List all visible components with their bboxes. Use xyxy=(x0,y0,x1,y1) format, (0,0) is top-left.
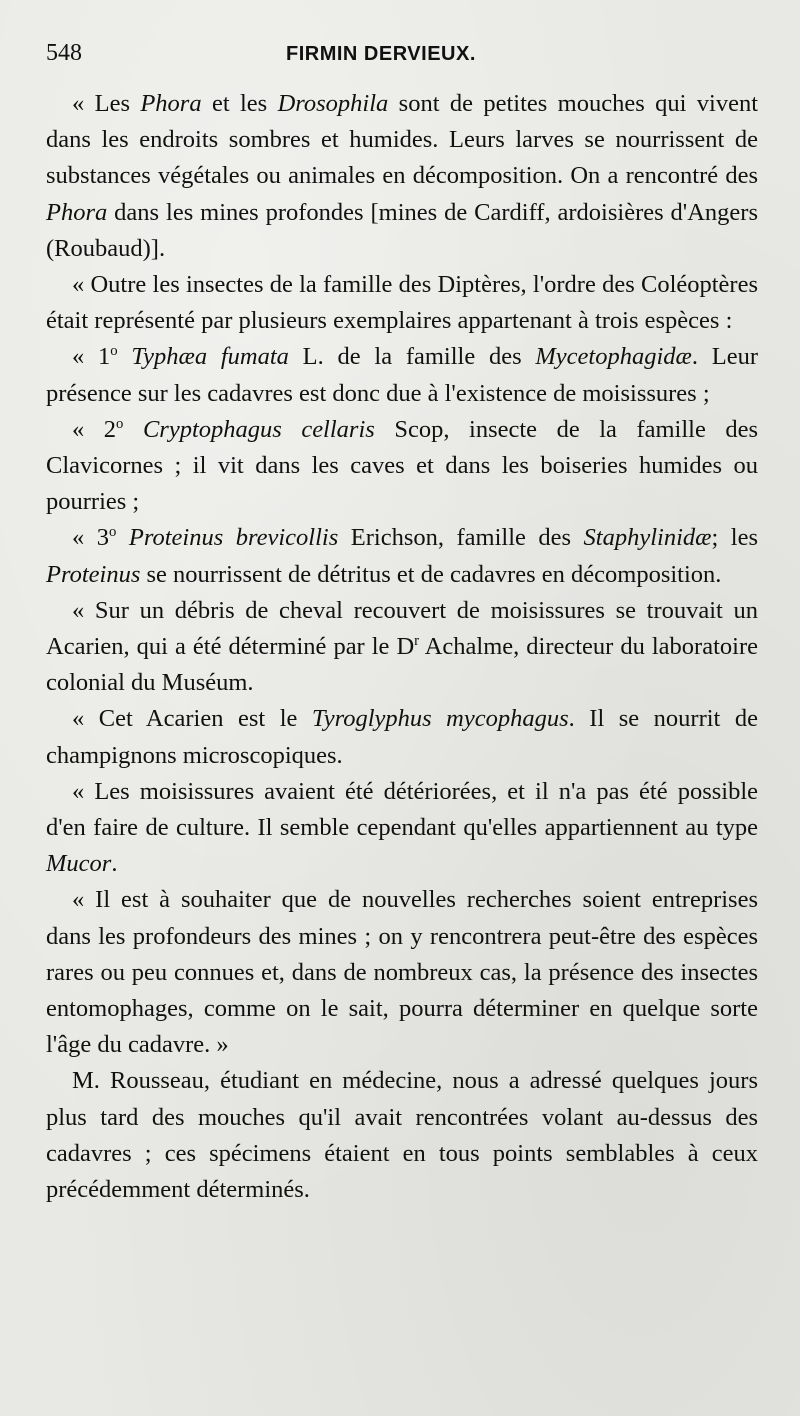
italic-text: Proteinus brevicollis xyxy=(128,524,339,552)
body-text xyxy=(46,86,758,1208)
text-run: « Les xyxy=(72,90,141,117)
italic-text: Typhæa fumata xyxy=(131,343,289,371)
text-run xyxy=(118,343,132,370)
text-run: « 3 xyxy=(72,524,110,552)
paragraph xyxy=(46,267,758,339)
paragraph xyxy=(46,701,758,773)
text-run: L. de la famille des xyxy=(288,343,536,371)
italic-text: Staphylinidæ xyxy=(583,524,712,552)
text-run: Erichson, famille des xyxy=(338,524,584,552)
text-run: « Il est à souhaiter que de nouvelles recherches soient entreprises dans les profondeurs des mines ; on y rencontrera peut-être des espèces rares ou peu connues et, dans de nombreux cas, la présence des insectes entomophages, comme on le sait, pourra déterminer en quelque sorte l'âge du cadavre. » xyxy=(46,886,758,1059)
italic-text: Proteinus xyxy=(46,560,141,588)
italic-text: Mucor xyxy=(46,850,112,878)
page-number: 548 xyxy=(46,40,82,66)
text-run: . Il se nourrit de champignons microscopiques. xyxy=(46,705,758,769)
paragraph xyxy=(46,774,758,883)
superscript-text: o xyxy=(116,415,124,432)
superscript-text: o xyxy=(110,343,118,360)
text-run: « Cet Acarien est le xyxy=(72,705,312,733)
running-head: FIRMIN DERVIEUX. xyxy=(286,43,476,65)
paragraph xyxy=(46,339,758,411)
paragraph xyxy=(46,86,758,267)
italic-text: Drosophila xyxy=(277,90,389,117)
text-run: . xyxy=(111,850,118,878)
paragraph xyxy=(46,520,758,592)
text-run: « 1 xyxy=(72,343,111,371)
paragraph xyxy=(46,882,758,1063)
text-run: se nourrissent de détritus et de cadavres en décomposition. xyxy=(140,560,722,588)
italic-text: Mycetophagidæ xyxy=(535,343,692,371)
text-run: Achalme, directeur du laboratoire colonial du Muséum. xyxy=(46,633,758,697)
text-run: M. Rousseau, étudiant en médecine, nous a adressé quelques jours plus tard des mouches qu'il avait rencontrées volant au-dessus des cadavres ; ces spécimens étaient en tous points semblables à ceux précédemment déterminés. xyxy=(46,1067,758,1204)
page-header xyxy=(46,40,760,80)
text-run xyxy=(123,416,143,443)
superscript-text: o xyxy=(109,524,117,541)
text-run: et les xyxy=(201,90,278,117)
paragraph xyxy=(46,1063,758,1208)
text-run: « Outre les insectes de la famille des Diptères, l'ordre des Coléoptères était représenté par plusieurs exemplaires appartenant à trois espèces : xyxy=(46,271,758,335)
italic-text: Phora xyxy=(140,90,202,117)
text-run: Scop, insecte de la famille des Clavicornes ; il vit dans les caves et dans les boiseries humides ou pourries ; xyxy=(46,415,759,516)
italic-text: Phora xyxy=(46,198,108,226)
text-run xyxy=(116,524,129,551)
text-run: « Sur un débris de cheval recouvert de moisissures se trouvait un Acarien, qui a été déterminé par le D xyxy=(46,596,758,661)
text-run: ; les xyxy=(711,524,759,552)
paragraph xyxy=(46,412,758,521)
text-run: « 2 xyxy=(72,415,117,443)
italic-text: Tyroglyphus mycophagus xyxy=(311,705,569,733)
text-run: « Les moisissures avaient été détériorées, et il n'a pas été possible d'en faire de culture. Il semble cependant qu'elles appartiennent au type xyxy=(46,777,758,842)
italic-text: Cryptophagus cellaris xyxy=(142,415,375,443)
text-run: . Leur présence sur les cadavres est donc due à l'existence de moisissures ; xyxy=(46,343,758,407)
paragraph xyxy=(46,593,758,702)
superscript-text: r xyxy=(414,632,420,649)
text-run: sont de petites mouches qui vivent dans les endroits sombres et humides. Leurs larves se nourrissent de substances végétales ou animales en décomposition. On a rencontré des xyxy=(46,90,758,190)
text-run: dans les mines profondes [mines de Cardiff, ardoisières d'Angers (Roubaud)]. xyxy=(46,198,758,262)
